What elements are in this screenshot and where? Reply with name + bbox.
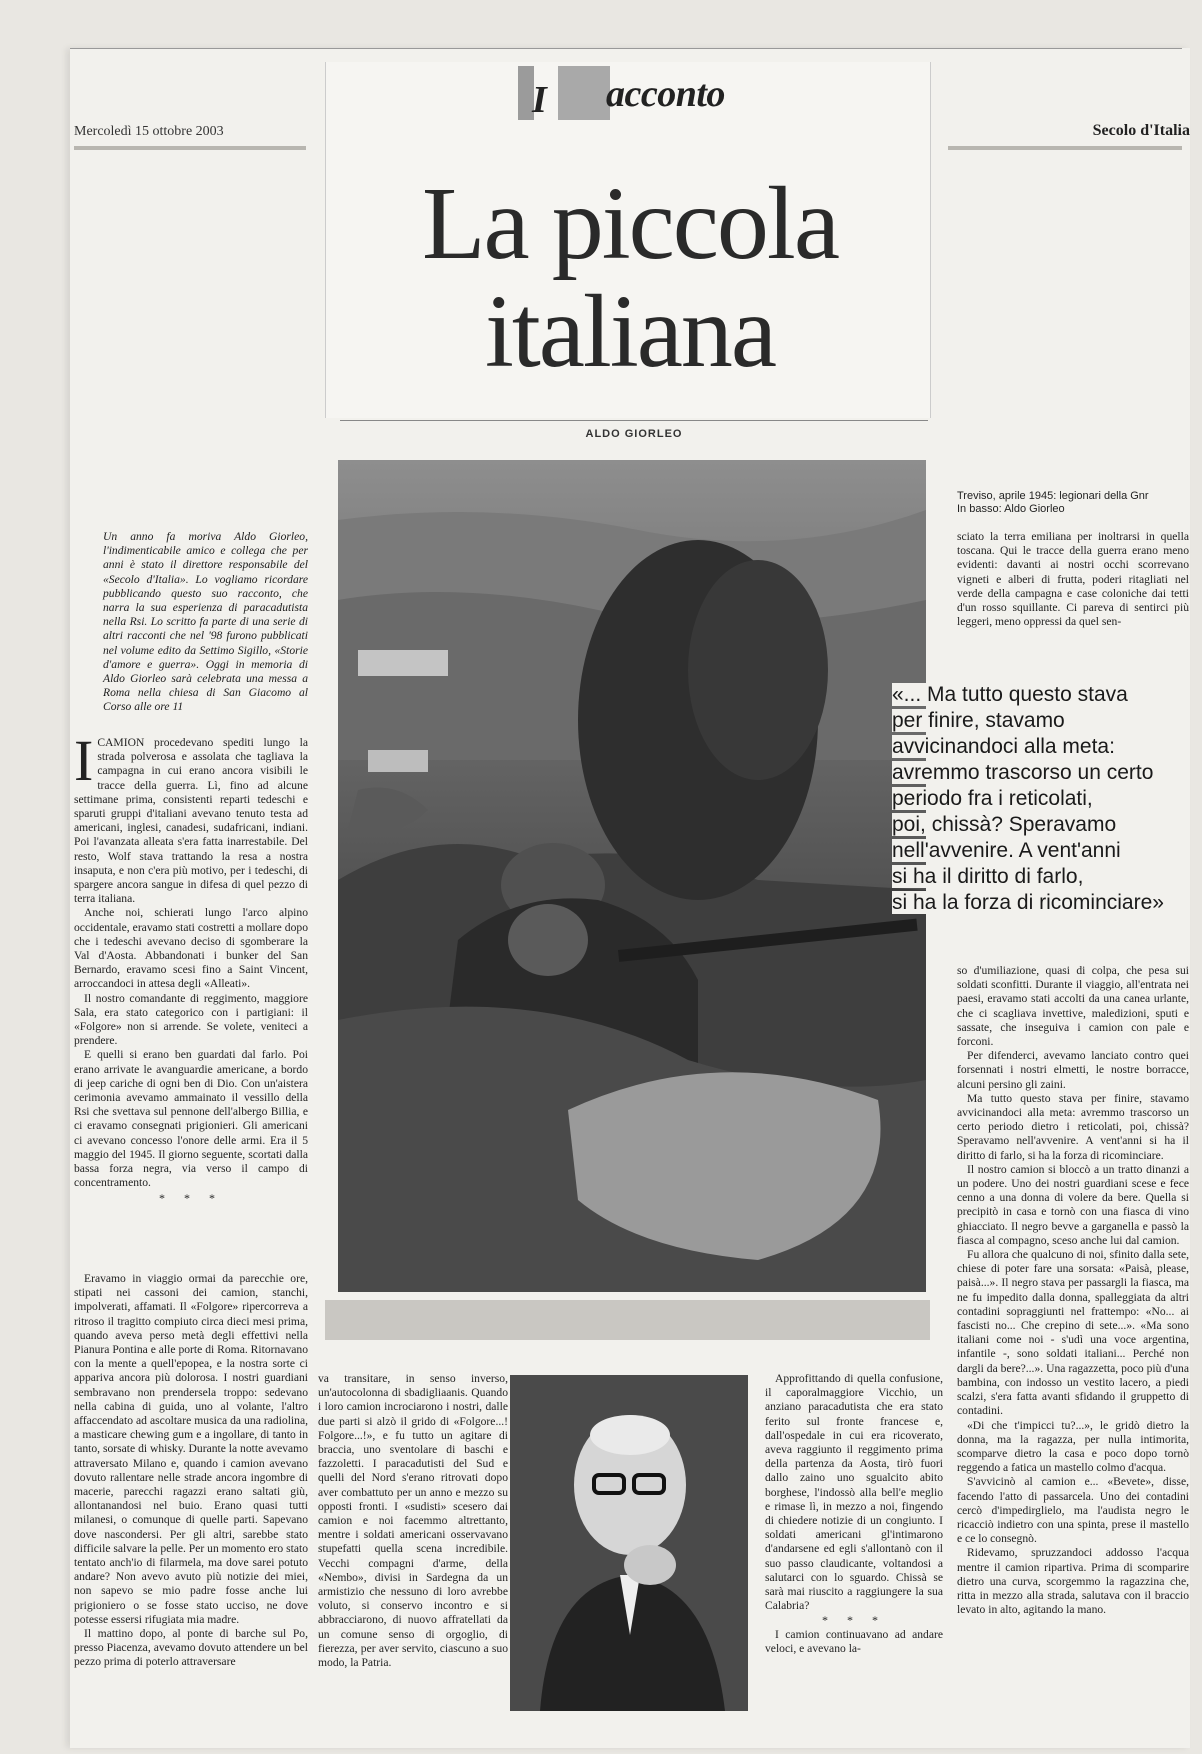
paragraph: Per difenderci, avevamo lanciato contro quei forsennati i nostri elmetti, le nostre borracce, alcuni persino gli zaini. (957, 1049, 1189, 1091)
paragraph: Fu allora che qualcuno di noi, sfinito dalla sete, chiese di poter fare una sorsata: «Paisà, please, paisà...». Il negro stava per passargli la fiasca, ma ne fu impedito dalla donna, spalleggiata da altri contadini sopraggiunti nel frattempo: «No... ai fascisti no... Che crepino di sete...». «Ma sono italiani come noi - s'udì una voce argentina, infantile -, sono soldati italiani... Perché non dargli da bere?...». Una ragazzetta, poco più d'una bambina, con indosso un vestito lacero, a piedi scalzi, s'era fatta avanti sfidando il gruppetto di contadini. (957, 1248, 1189, 1418)
paragraph: Ridevamo, spruzzandoci addosso l'acqua mentre il camion ripartiva. Prima di scomparire dietro una curva, scorgemmo la ragazzina che, ritta in mezzo alla strada, salutava con il braccio levato in alto, agitando la mano. (957, 1546, 1189, 1617)
header-rule-right (948, 146, 1182, 150)
paragraph: CAMION procedevano spediti lungo la strada polverosa e assolata che tagliava la campagna in cui erano ancora visibili le tracce della guerra. Lì, fino ad alcune settimane prima, consistenti reparti tedeschi e sparuti gruppi d'italiani avevano tenuto testa ad americani, inglesi, canadesi, sudafricani, indiani. Poi l'avanzata alleata s'era fatta inarrestabile. Del resto, Wolf stava trattando la resa a nostra insaputa, e non c'era più motivo, per i tedeschi, di spargere ancora sangue in difesa di quel pezzo di terra italiana. (74, 736, 308, 906)
column-1 (74, 728, 308, 1205)
photo-caption-line-1: Treviso, aprile 1945: legionari della Gnr (957, 490, 1149, 502)
masthead-letter-i: I (532, 79, 547, 121)
pull-quote-line: avremmo trascorso un certo (892, 761, 1154, 784)
column-right-top (957, 530, 1189, 629)
pull-quote-line: «... Ma tutto questo stava (892, 683, 1128, 706)
section-separator: * * * (822, 1613, 886, 1628)
paragraph: Il nostro comandante di reggimento, maggiore Sala, era stato categorico con i partigiani: il «Folgore» non si arrende. Se volete, veniteci a prendere. (74, 991, 308, 1048)
main-photo (338, 460, 926, 1292)
photo-bottom-bar (325, 1300, 930, 1340)
paragraph: sciato la terra emiliana per inoltrarsi in quella toscana. Qui le tracce della guerra erano meno evidenti: davanti ai nostri occhi scorrevano vigneti e alberi di frutta, poderi ritagliati nel verde della campagna e case coloniche dai tetti d'un rosso squillante. Ci pareva di sentirci più leggeri, meno oppressi da quel sen- (957, 530, 1189, 629)
paragraph: Anche noi, schierati lungo l'arco alpino occidentale, eravamo stati costretti a mollare dopo che i tedeschi avevano deciso di sgomberare la Val d'Aosta. Abbandonati i bunker del San Bernardo, eravamo scesi fino a Saint Vincent, arroccandoci in attesa degli «Alleati». (74, 906, 308, 991)
pull-quote-line: poi, chissà? Speravamo (892, 813, 1117, 836)
masthead-word: acconto (606, 73, 725, 115)
author-photo-illustration (510, 1375, 748, 1711)
article-intro: Un anno fa moriva Aldo Giorleo, l'indimenticabile amico e collega che per anni è stato il direttore responsabile del «Secolo d'Italia». Lo vogliamo ricordare pubblicando questo suo racconto, che narra la sua esperienza di paracadutista nella Rsi. Lo scritto fa parte di una serie di altri racconti che nel '98 furono pubblicati nel volume edito da Settimo Sigillo, «Storie d'amore e guerra». Oggi in memoria di Aldo Giorleo sarà celebrata una messa a Roma nella chiesa di San Giacomo al Corso alle ore 11 (103, 530, 308, 714)
pull-quote-line: nell'avvenire. A vent'anni (892, 839, 1121, 862)
paragraph: I camion continuavano ad andare veloci, e avevano la- (765, 1627, 943, 1655)
pull-quote-line: si ha la forza di ricominciare» (892, 891, 1164, 914)
paragraph: E quelli si erano ben guardati dal farlo. Poi erano arrivate le avanguardie americane, a bordo di jeep cariche di ogni ben di Dio. Con un'aistera cerimonia avevamo ammainato il vessillo della Rsi che svettava sul pennone dell'albergo Billia, e ci eravamo consegnati prigionieri. Gli americani ci avevano concesso l'onore delle armi. Era il 5 maggio del 1945. Il giorno seguente, scortati dalla bassa forza negra, via verso il campo di concentramento. (74, 1048, 308, 1190)
pull-quote-line: avvicinandoci alla meta: (892, 735, 1115, 758)
issue-date: Mercoledì 15 ottobre 2003 (74, 124, 224, 139)
section-separator: * * * (159, 1190, 223, 1205)
paragraph: Ma tutto questo stava per finire, stavamo avvicinandoci alla meta: avremmo trascorso un certo periodo dietro i reticolati, poi, chissà? Speravamo nell'avvenire. A vent'anni si ha il diritto di farlo, si ha la forza di ricominciare. (957, 1091, 1189, 1162)
paragraph: so d'umiliazione, quasi di colpa, che pesa sui soldati sconfitti. Durante il viaggio, all'entrata nei paesi, eravamo stati accolti da una canea urlante, che ci scagliava invettive, maledizioni, sputi e sassate, che inseguiva i camion con pale e forconi. (957, 964, 1189, 1049)
author-photo (510, 1375, 748, 1711)
drop-cap: I (74, 728, 94, 793)
article-author: ALDO GIORLEO (585, 428, 683, 440)
article-title: La piccola italiana (422, 166, 838, 389)
paragraph: «Di che t'impicci tu?...», le gridò dietro la donna, ma la ragazza, per nulla intimorita, scomparve dietro la casa e poco dopo tornò reggendo a fatica un mastello colmo d'acqua. (957, 1418, 1189, 1475)
column-middle-b (765, 1372, 943, 1656)
masthead-block-r (558, 66, 610, 120)
paragraph: va transitare, in senso inverso, un'autocolonna di sbadigliaanis. Quando i loro camion incrociarono i nostri, dalle due parti si alzò il grido di «Folgore...! Folgore...!», e fu tutto un agitare di braccia, uno sventolare di baschi e fazzoletti. I paracadutisti del Sud e quelli del Nord s'erano ritrovati dopo aver combattuto per un anno e mezzo su opposti fronti. I «sudisti» scesero dai camion e noi facemmo altrettanto, mentre i soldati americani osservavano stupefatti quella scena incredibile. Vecchi compagni d'arme, della «Nembo», divisi in Sardegna da un armistizio che nessuno di loro avrebbe voluto, si conservo incontro e si abbracciarono, di nuovo affratellati da un comune senso di orgoglio, di fierezza, per aver servito, ciascuno a suo modo, la Patria. (318, 1372, 508, 1670)
photo-caption-line-2: In basso: Aldo Giorleo (957, 503, 1065, 515)
pull-quote-line: periodo fra i reticolati, (892, 787, 1093, 810)
header-rule-left (74, 146, 306, 150)
top-rule (70, 48, 1182, 49)
main-photo-illustration (338, 460, 926, 1292)
pull-quote-line: per finire, stavamo (892, 709, 1065, 732)
paragraph: Il mattino dopo, al ponte di barche sul Po, presso Piacenza, avevamo dovuto attendere un bel pezzo prima di poterlo attraversare (74, 1627, 308, 1669)
column-right-main (957, 964, 1189, 1617)
paragraph: S'avvicinò al camion e... «Bevete», disse, facendo l'atto di passarcela. Uno dei contadini cercò d'impedirglielo, ma l'audista negro le ricacciò indietro con una spinta, prese il mastello e ce lo consegnò. (957, 1475, 1189, 1546)
photo-caption (957, 490, 1189, 516)
paragraph: Il nostro camion si bloccò a un tratto dinanzi a un podere. Uno dei nostri guardiani scese e fece cenno a una donna di volere da bere. Quella si precipitò in casa e tornò con una fiasca di vino ghiacciato. Il negro bevve a garganella e passò la fiasca al compagno, sceso anche lui dal camion. (957, 1162, 1189, 1247)
newspaper-name: Secolo d'Italia (1092, 122, 1190, 139)
paragraph: Eravamo in viaggio ormai da parecchie ore, stipati nei cassoni dei camion, stanchi, impolverati, affamati. Il «Folgore» ripercorreva a ritroso il tragitto compiuto circa dieci mesi prima, quando aveva perso metà degli effettivi nella Pianura Pontina e alle porte di Roma. Ritornavano con la mente a quell'epopea, e la nostra sorte ci appariva ancora più dolorosa. I nostri guardiani sembravano non prendersela troppo: sedevano nella cabina di guida, uno al volante, l'altro affaccendato ad ascoltare musica da una radiolina, a masticare chewing gum e a ingollare, di tanto in tanto, sorsate di whisky. Durante la notte avevamo attraversato Milano e, quando i camion avevano dovuto rallentare nelle strade ancora ingombre di macerie, parecchi ragazzi erano saltati giù, allontanandosi nel buio. Erano quasi tutti milanesi, o comunque di quelle parti. Sapevano dove nascondersi. Per gli altri, sarebbe stato difficile salvare la pelle. Per un momento ero stato tentato anch'io di filarmela, ma dove sarei potuto andare? Non avevo avuto più notizie dei miei, non sapevo se mio padre fosse anche lui prigioniero o se fosse stato ucciso, ne dove potesse essersi rifugiata mia madre. (74, 1272, 308, 1626)
pull-quote-line: si ha il diritto di farlo, (892, 865, 1084, 888)
pull-quote (892, 682, 1192, 916)
column-middle-a (318, 1372, 508, 1670)
column-1-continued (74, 1272, 308, 1670)
section-masthead (518, 62, 818, 124)
byline-rule (340, 420, 928, 421)
paragraph: Approfittando di quella confusione, il caporalmaggiore Vicchio, un anziano paracadutista che era stato ferito sul fronte francese e, dall'ospedale in cui era ricoverato, aveva raggiunto il reggimento prima della partenza da Aosta, tirò fuori dallo zaino uno sgualcito abito borghese, l'indossò alla bell'e meglio e rimase lì, in mezzo a noi, fingendo di chiedere notizie di un congiunto. I soldati americani gl'intimarono d'andarsene ed egli s'allontanò con il suo passo claudicante, voltandosi a salutarci con lo sguardo. Chissà se sarà mai riuscito a raggiungere la sua Calabria? (765, 1372, 943, 1613)
